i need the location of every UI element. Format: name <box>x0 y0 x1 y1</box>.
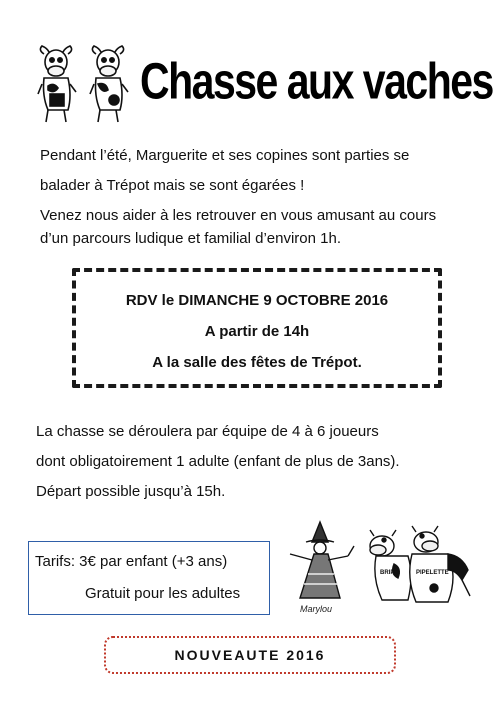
page-title: Chasse aux vaches <box>140 52 493 110</box>
tarifs-adults: Gratuit pour les adultes <box>85 585 241 602</box>
cows-header-illustration <box>38 44 134 124</box>
witch-illustration <box>286 520 358 612</box>
rdv-place: A la salle des fêtes de Trépot. <box>152 354 362 371</box>
rdv-date: RDV le DIMANCHE 9 OCTOBRE 2016 <box>125 292 389 309</box>
cows-pair-illustration <box>364 524 476 614</box>
intro-line-1: Pendant l’été, Marguerite et ses copines sont parties se <box>40 147 410 164</box>
nouveaute-text: NOUVEAUTE 2016 <box>174 647 326 663</box>
cow-left-label: BRIPE <box>380 570 399 576</box>
cow-right-label: PIPELETTE <box>416 570 449 576</box>
intro-line-3: Venez nous aider à les retrouver en vous amusant au cours <box>40 207 437 224</box>
tarifs-box <box>28 541 270 615</box>
intro-line-4: d’un parcours ludique et familial d’environ 1h. <box>40 230 342 247</box>
intro-line-2: balader à Trépot mais se sont égarées ! <box>40 177 305 194</box>
nouveaute-banner <box>104 636 396 674</box>
rules-line-2: dont obligatoirement 1 adulte (enfant de plus de 3ans). <box>36 453 400 470</box>
rules-line-3: Départ possible jusqu’à 15h. <box>36 483 226 500</box>
tarifs-children: Tarifs: 3€ par enfant (+3 ans) <box>35 553 228 570</box>
rdv-box <box>72 268 442 388</box>
cow-right-icon <box>90 46 128 122</box>
cow-left-icon <box>38 46 76 122</box>
rules-line-1: La chasse se déroulera par équipe de 4 à 6 joueurs <box>36 423 379 440</box>
witch-caption: Marylou <box>300 604 333 614</box>
rdv-time: A partir de 14h <box>204 323 310 340</box>
